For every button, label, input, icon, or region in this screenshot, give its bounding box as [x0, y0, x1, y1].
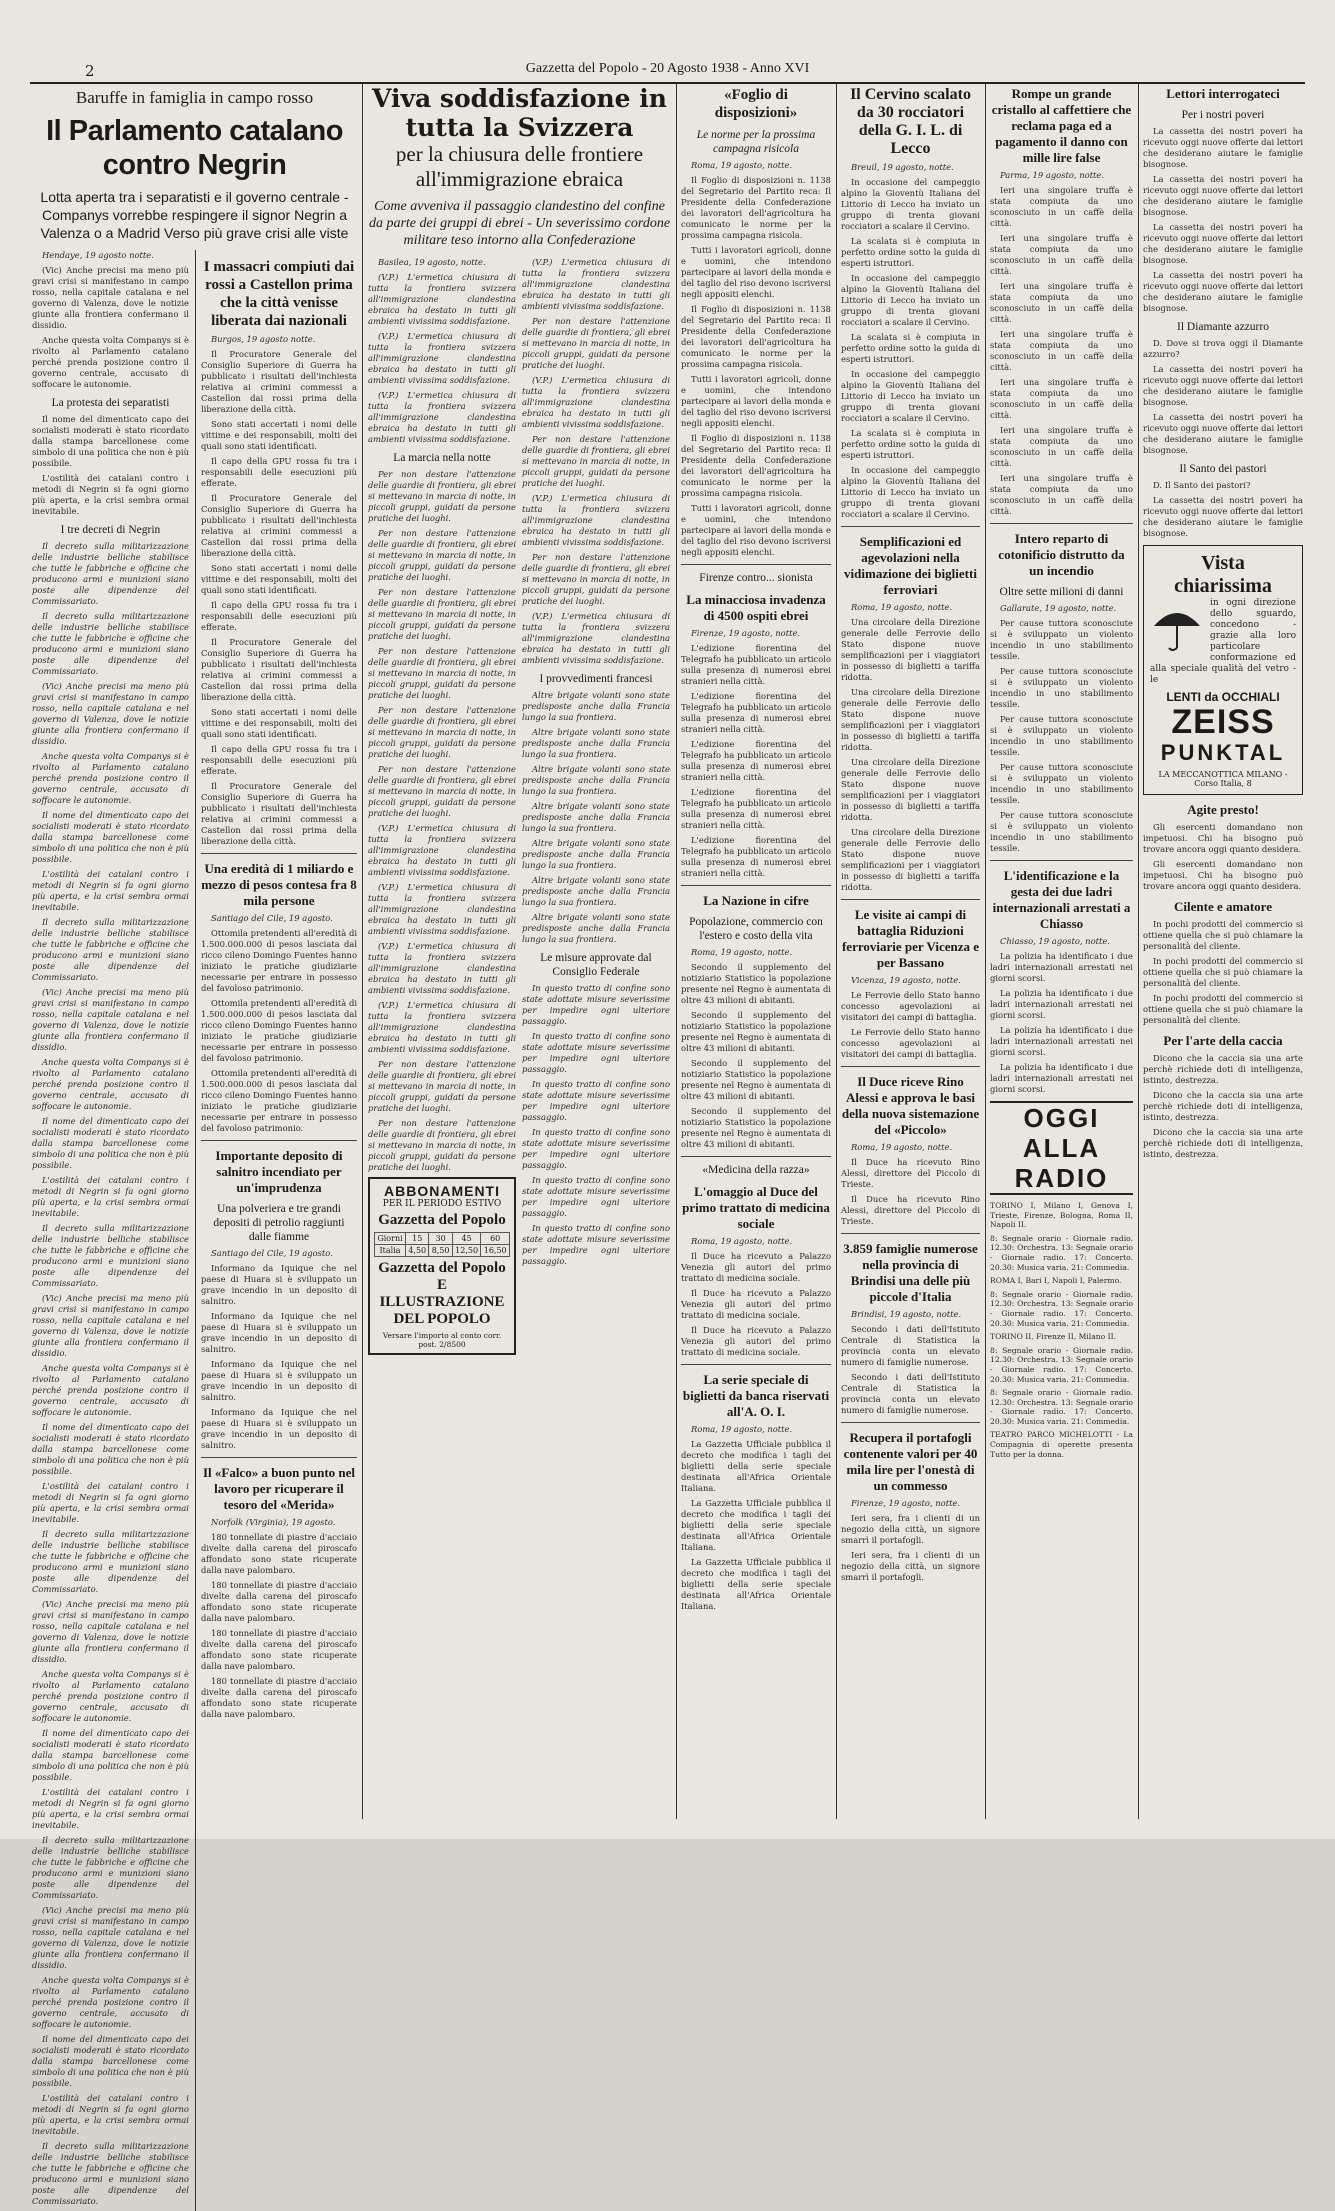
table-row: Giorni 15 30 45 60 [375, 1233, 510, 1245]
paragraph: La cassetta dei nostri poveri ha ricevuto oggi nuove offerte dai lettori che desiderano aiutare le famiglie bisognose. [1143, 412, 1303, 455]
page-number: 2 [85, 62, 95, 80]
subscription-ad [368, 1177, 516, 1355]
paragraph: Informano da Iquique che nel paese di Huara si è sviluppato un grave incendio in un deposito di salnitro. [200, 1263, 357, 1306]
paragraph: Per non destare l'attenzione delle guardie di frontiera, gli ebrei si mettevano in marcia di notte, in piccoli gruppi, guidati da persone pratiche dei luoghi. [522, 316, 670, 370]
paragraph: Il Duce ha ricevuto a Palazzo Venezia gli autori del primo trattato di medicina sociale. [681, 1288, 831, 1320]
radio-item: 8: Segnale orario - Giornale radio. 12.30: Orchestra. 13: Segnale orario - Giornale radio. 17: Concerto. 20.30: Musica varia. 21: Commedia. [990, 1233, 1133, 1272]
paragraph: Il Duce ha ricevuto a Palazzo Venezia gli autori del primo trattato di medicina sociale. [681, 1251, 831, 1283]
paragraph: Per non destare l'attenzione delle guardie di frontiera, gli ebrei si mettevano in marcia di notte, in piccoli gruppi, guidati da persone pratiche dei luoghi. [368, 705, 516, 759]
paragraph: (V.P.) L'ermetica chiusura di tutta la frontiera svizzera all'immigrazione clandestina ebraica ha destato in tutti gli ambienti vivissima soddisfazione. [522, 257, 670, 311]
paragraph: Una circolare della Direzione generale delle Ferrovie dello Stato dispone nuove semplificazioni per i viaggiatori in possesso di biglietti a tariffa ridotta. [841, 757, 980, 822]
paragraph: Il nome del dimenticato capo dei socialisti moderati è stato ricordato dalla stampa barcellonese come simbolo di una politica che non è più possibile. [32, 1422, 189, 1476]
dateline: Chiasso, 19 agosto, notte. [1000, 936, 1110, 946]
subhead: Una polveriera e tre grandi depositi di petrolio raggiunti dalle fiamme [213, 1203, 345, 1243]
subhead: Il Santo dei pastori [1179, 463, 1267, 475]
paragraph: Per non destare l'attenzione delle guardie di frontiera, gli ebrei si mettevano in marcia di notte, in piccoli gruppi, guidati da persone pratiche dei luoghi. [368, 1118, 516, 1172]
paragraph: Il Duce ha ricevuto Rino Alessi, direttore del Piccolo di Trieste. [841, 1194, 980, 1226]
paragraph: Le Ferrovie dello Stato hanno concesso agevolazioni ai visitatori dei campi di battaglia. [841, 990, 980, 1022]
paragraph: Anche questa volta Companys si è rivolto al Parlamento catalano perché prenda posizione contro il governo centrale, accusato di soffocare le autonomie. [32, 335, 189, 389]
paragraph: Secondo i dati dell'Istituto Centrale di Statistica la provincia conta un elevato numero di famiglie numerose. [841, 1324, 980, 1367]
paragraph: Informano da Iquique che nel paese di Huara si è sviluppato un grave incendio in un deposito di salnitro. [200, 1359, 357, 1402]
subhead: I tre decreti di Negrin [60, 524, 161, 536]
paragraph: Secondo il supplemento del notiziario Statistico la popolazione presente nel Regno è aumentata di oltre 43 milioni di abitanti. [681, 1010, 831, 1053]
article-svizzera [368, 84, 671, 1819]
paragraph: (V.P.) L'ermetica chiusura di tutta la frontiera svizzera all'immigrazione clandestina ebraica ha destato in tutti gli ambienti vivissima soddisfazione. [368, 272, 516, 326]
subhead: Le misure approvate dal Consiglio Federale [540, 952, 652, 978]
paragraph: D. Dove si trova oggi il Diamante azzurro? [1143, 338, 1303, 359]
paragraph: In questo tratto di confine sono state adottate misure severissime per impedire ogni ulteriore passaggio. [522, 1127, 670, 1170]
dateline: Roma, 19 agosto, notte. [851, 602, 953, 612]
paragraph: Informano da Iquique che nel paese di Huara si è sviluppato un grave incendio in un deposito di salnitro. [200, 1311, 357, 1354]
paragraph: (V.P.) L'ermetica chiusura di tutta la frontiera svizzera all'immigrazione clandestina ebraica ha destato in tutti gli ambienti vivissima soddisfazione. [368, 1000, 516, 1054]
subhead: La marcia nella notte [393, 452, 491, 464]
paragraph: In occasione del campeggio alpino la Gioventù Italiana del Littorio di Lecco ha inviato un gruppo di trenta giovani rocciatori a scalare il Cervino. [841, 273, 980, 327]
paragraph: (Vic) Anche precisi ma meno più gravi crisi si manifestano in campo rosso, nella capitale catalana e nel governo di Valenza, dove le notizie giunte alla frontiera confermano il dissidio. [32, 265, 189, 330]
paragraph: (V.P.) L'ermetica chiusura di tutta la frontiera svizzera all'immigrazione clandestina ebraica ha destato in tutti gli ambienti vivissima soddisfazione. [522, 611, 670, 665]
paragraph: Sono stati accertati i nomi delle vittime e dei responsabili, molti dei quali sono stati identificati. [200, 563, 357, 595]
paragraph: Il nome del dimenticato capo dei socialisti moderati è stato ricordato dalla stampa barcellonese come simbolo di una politica che non è più possibile. [32, 2034, 189, 2088]
column-rule [836, 84, 837, 1819]
paragraph: Il decreto sulla militarizzazione delle industrie belliche stabilisce che tutte le fabbriche e officine che producono armi e munizioni siano poste alle dipendenze del Commissariato. [32, 1223, 189, 1288]
paragraph: La scalata si è compiuta in perfetto ordine sotto la guida di esperti istruttori. [841, 428, 980, 460]
paragraph: L'edizione fiorentina del Telegrafo ha pubblicato un articolo sulla presenza di numerosi ebrei stranieri nella città. [681, 835, 831, 878]
paragraph: Dicono che la caccia sia una arte perchè richiede doti di intelligenza, istinto, destrezza. [1143, 1053, 1303, 1085]
paragraph: Tutti i lavoratori agricoli, donne e uomini, che intendono partecipare ai lavori della monda e del taglio del riso devono iscriversi negli appositi elenchi. [681, 374, 831, 428]
paragraph: Altre brigate volanti sono state predisposte anche dalla Francia lungo la sua frontiera. [522, 690, 670, 722]
paragraph: La Gazzetta Ufficiale pubblica il decreto che modifica i tagli dei biglietti della serie speciale destinata all'Africa Orientale Italiana. [681, 1439, 831, 1493]
paragraph: In questo tratto di confine sono state adottate misure severissime per impedire ogni ulteriore passaggio. [522, 1079, 670, 1122]
paragraph: La polizia ha identificato i due ladri internazionali arrestati nei giorni scorsi. [990, 1062, 1133, 1094]
paragraph: Ottomila pretendenti all'eredità di 1.500.000.000 di pesos lasciata dal ricco cileno Domingo Fuentes hanno iniziato le pratiche giudiziarie necessarie per entrare in possesso del favoloso patrimonio. [200, 998, 357, 1063]
paragraph: Ieri una singolare truffa è stata compiuta da uno sconosciuto in un caffè della città. [990, 281, 1133, 324]
subhead: Oltre sette milioni di danni [999, 586, 1124, 598]
paragraph: Per cause tuttora sconosciute si è sviluppato un violento incendio in uno stabilimento tessile. [990, 618, 1133, 661]
paragraph: (V.P.) L'ermetica chiusura di tutta la frontiera svizzera all'immigrazione clandestina ebraica ha destato in tutti gli ambienti vivissima soddisfazione. [522, 375, 670, 429]
paragraph: Il capo della GPU rossa fu tra i responsabili delle esecuzioni più efferate. [200, 744, 357, 776]
headline: 3.859 famiglie numerose nella provincia di Brindisi una delle più piccole d'Italia [843, 1241, 978, 1304]
radio-item: TORINO I, Milano I, Genova I, Trieste, Firenze, Bologna, Roma II, Napoli II. [990, 1201, 1133, 1230]
paragraph: In pochi prodotti del commercio si ottiene quella che si può chiamare la personalità del cliente. [1143, 993, 1303, 1025]
rates-table [374, 1232, 510, 1257]
paragraph: Altre brigate volanti sono state predisposte anche dalla Francia lungo la sua frontiera. [522, 912, 670, 944]
paragraph: (Vic) Anche precisi ma meno più gravi crisi si manifestano in campo rosso, nella capitale catalana e nel governo di Valenza, dove le notizie giunte alla frontiera confermano il dissidio. [32, 681, 189, 746]
paragraph: Secondo i dati dell'Istituto Centrale di Statistica la provincia conta un elevato numero di famiglie numerose. [841, 1372, 980, 1415]
column-cristallo [990, 84, 1133, 1819]
paragraph: In questo tratto di confine sono state adottate misure severissime per impedire ogni ulteriore passaggio. [522, 1223, 670, 1266]
dateline: Roma, 19 agosto, notte. [691, 1236, 793, 1246]
ad-title: ABBONAMENTI [384, 1183, 500, 1199]
paragraph: Per cause tuttora sconosciute si è sviluppato un violento incendio in uno stabilimento tessile. [990, 810, 1133, 853]
paragraph: Secondo il supplemento del notiziario Statistico la popolazione presente nel Regno è aumentata di oltre 43 milioni di abitanti. [681, 962, 831, 1005]
paragraph: Una circolare della Direzione generale delle Ferrovie dello Stato dispone nuove semplificazioni per i viaggiatori in possesso di biglietti a tariffa ridotta. [841, 617, 980, 682]
dateline: Firenze, 19 agosto, notte. [851, 1498, 961, 1508]
paragraph: Secondo il supplemento del notiziario Statistico la popolazione presente nel Regno è aumentata di oltre 43 milioni di abitanti. [681, 1106, 831, 1149]
paragraph: Una circolare della Direzione generale delle Ferrovie dello Stato dispone nuove semplificazioni per i viaggiatori in possesso di biglietti a tariffa ridotta. [841, 827, 980, 892]
paragraph: In occasione del campeggio alpino la Gioventù Italiana del Littorio di Lecco ha inviato un gruppo di trenta giovani rocciatori a scalare il Cervino. [841, 177, 980, 231]
paragraph: Il Duce ha ricevuto Rino Alessi, direttore del Piccolo di Trieste. [841, 1157, 980, 1189]
headline: Il «Falco» a buon punto nel lavoro per ricuperare il tesoro del «Merida» [202, 1465, 356, 1512]
column-cervino [841, 84, 980, 1819]
paragraph: Il capo della GPU rossa fu tra i responsabili delle esecuzioni più efferate. [200, 600, 357, 632]
masthead [30, 58, 1305, 84]
dateline: Roma, 19 agosto, notte. [691, 947, 793, 957]
paragraph: In pochi prodotti del commercio si ottiene quella che si può chiamare la personalità del cliente. [1143, 956, 1303, 988]
paragraph: Il Foglio di disposizioni n. 1138 del Segretario del Partito reca: Il Presidente della Confederazione dei lavoratori dell'agricoltura ha comunicato le norme per la prossima campagna risicola. [681, 175, 831, 240]
paragraph: Per non destare l'attenzione delle guardie di frontiera, gli ebrei si mettevano in marcia di notte, in piccoli gruppi, guidati da persone pratiche dei luoghi. [522, 552, 670, 606]
kicker: «Medicina della razza» [702, 1164, 810, 1176]
paragraph: Il decreto sulla militarizzazione delle industrie belliche stabilisce che tutte le fabbriche e officine che producono armi e munizioni siano poste alle dipendenze del Commissariato. [32, 1529, 189, 1594]
paragraph: In occasione del campeggio alpino la Gioventù Italiana del Littorio di Lecco ha inviato un gruppo di trenta giovani rocciatori a scalare il Cervino. [841, 465, 980, 519]
paragraph: 180 tonnellate di piastre d'acciaio divelte dalla carena del piroscafo affondato sono state ricuperate dalla nave palombaro. [200, 1532, 357, 1575]
paragraph: (Vic) Anche precisi ma meno più gravi crisi si manifestano in campo rosso, nella capitale catalana e nel governo di Valenza, dove le notizie giunte alla frontiera confermano il dissidio. [32, 1905, 189, 1970]
paragraph: L'edizione fiorentina del Telegrafo ha pubblicato un articolo sulla presenza di numerosi ebrei stranieri nella città. [681, 787, 831, 830]
paragraph: Anche questa volta Companys si è rivolto al Parlamento catalano perché prenda posizione contro il governo centrale, accusato di soffocare le autonomie. [32, 751, 189, 805]
paragraph: Ieri una singolare truffa è stata compiuta da uno sconosciuto in un caffè della città. [990, 377, 1133, 420]
paragraph: Secondo il supplemento del notiziario Statistico la popolazione presente nel Regno è aumentata di oltre 43 milioni di abitanti. [681, 1058, 831, 1101]
paragraph: La polizia ha identificato i due ladri internazionali arrestati nei giorni scorsi. [990, 1025, 1133, 1057]
paragraph: Ottomila pretendenti all'eredità di 1.500.000.000 di pesos lasciata dal ricco cileno Domingo Fuentes hanno iniziato le pratiche giudiziarie necessarie per entrare in possesso del favoloso patrimonio. [200, 1068, 357, 1133]
paragraph: Informano da Iquique che nel paese di Huara si è sviluppato un grave incendio in un deposito di salnitro. [200, 1407, 357, 1450]
paragraph: L'ostilità dei catalani contro i metodi di Negrin si fa ogni giorno più aperta, e la crisi sembra ormai inevitabile. [32, 1787, 189, 1830]
paragraph: Altre brigate volanti sono state predisposte anche dalla Francia lungo la sua frontiera. [522, 838, 670, 870]
paragraph: Dicono che la caccia sia una arte perchè richiede doti di intelligenza, istinto, destrezza. [1143, 1127, 1303, 1159]
headline: Semplificazioni ed agevolazioni nella vidimazione dei biglietti ferroviari [844, 534, 977, 597]
paragraph: (Vic) Anche precisi ma meno più gravi crisi si manifestano in campo rosso, nella capitale catalana e nel governo di Valenza, dove le notizie giunte alla frontiera confermano il dissidio. [32, 987, 189, 1052]
paragraph: La Gazzetta Ufficiale pubblica il decreto che modifica i tagli dei biglietti della serie speciale destinata all'Africa Orientale Italiana. [681, 1498, 831, 1552]
radio-item: 8: Segnale orario - Giornale radio. 12.30: Orchestra. 13: Segnale orario - Giornale radio. 17: Concerto. 20.30: Musica varia. 21: Commedia. [990, 1289, 1133, 1328]
paragraph: In questo tratto di confine sono state adottate misure severissime per impedire ogni ulteriore passaggio. [522, 1031, 670, 1074]
paragraph: L'ostilità dei catalani contro i metodi di Negrin si fa ogni giorno più aperta, e la crisi sembra ormai inevitabile. [32, 2093, 189, 2136]
dateline: Vicenza, 19 agosto, notte. [851, 975, 961, 985]
paragraph: L'ostilità dei catalani contro i metodi di Negrin si fa ogni giorno più aperta, e la crisi sembra ormai inevitabile. [32, 869, 189, 912]
column-rule [1138, 84, 1139, 1819]
paragraph: Per cause tuttora sconosciute si è sviluppato un violento incendio in uno stabilimento tessile. [990, 666, 1133, 709]
paragraph: Altre brigate volanti sono state predisposte anche dalla Francia lungo la sua frontiera. [522, 801, 670, 833]
ad-paper: Gazzetta del Popolo [378, 1212, 506, 1228]
paragraph: In pochi prodotti del commercio si ottiene quella che si può chiamare la personalità del cliente. [1143, 919, 1303, 951]
paragraph: Sono stati accertati i nomi delle vittime e dei responsabili, molti dei quali sono stati identificati. [200, 707, 357, 739]
headline: Il Duce riceve Rino Alessi e approva le basi della nuova sistemazione del «Piccolo» [841, 1074, 980, 1137]
paragraph: Il nome del dimenticato capo dei socialisti moderati è stato ricordato dalla stampa barcellonese come simbolo di una politica che non è più possibile. [32, 1728, 189, 1782]
paragraph: La scalata si è compiuta in perfetto ordine sotto la guida di esperti istruttori. [841, 332, 980, 364]
headline: La minacciosa invadenza di 4500 ospiti ebrei [686, 592, 826, 623]
paragraph: L'ostilità dei catalani contro i metodi di Negrin si fa ogni giorno più aperta, e la crisi sembra ormai inevitabile. [32, 1175, 189, 1218]
deck: per la chiusura delle frontiere all'immigrazione ebraica [395, 142, 644, 191]
paragraph: Tutti i lavoratori agricoli, donne e uomini, che intendono partecipare ai lavori della monda e del taglio del riso devono iscriversi negli appositi elenchi. [681, 503, 831, 557]
headline: Rompe un grande cristallo al caffettiere che reclama paga ed a pagamento il danno con mille lire false [991, 86, 1132, 165]
paragraph: L'ostilità dei catalani contro i metodi di Negrin si fa ogni giorno più aperta, e la crisi sembra ormai inevitabile. [32, 473, 189, 516]
ad-subtitle: PER IL PERIODO ESTIVO [382, 1199, 502, 1209]
paragraph: Il Procuratore Generale del Consiglio Superiore di Guerra ha pubblicato i risultati dell'inchiesta relativa ai crimini commessi a Castellon dai rossi prima della liberazione della città. [200, 349, 357, 414]
paragraph: L'edizione fiorentina del Telegrafo ha pubblicato un articolo sulla presenza di numerosi ebrei stranieri nella città. [681, 691, 831, 734]
subhead: I provvedimenti francesi [539, 673, 653, 685]
paragraph: Il nome del dimenticato capo dei socialisti moderati è stato ricordato dalla stampa barcellonese come simbolo di una politica che non è più possibile. [32, 810, 189, 864]
headline: Importante deposito di salnitro incendiato per un'imprudenza [215, 1148, 343, 1195]
ad-copy: in ogni direzione dello sguardo, concedono - grazie alla loro particolare conformazione ed alla speciale qualità del vetro - le [1150, 598, 1296, 685]
zeiss-logo: ZEISS [1171, 703, 1275, 741]
paragraph: La scalata si è compiuta in perfetto ordine sotto la guida di esperti istruttori. [841, 236, 980, 268]
table-row: Italia 4,50 8,50 12,50 16,50 [375, 1245, 510, 1257]
paragraph: La cassetta dei nostri poveri ha ricevuto oggi nuove offerte dai lettori che desiderano aiutare le famiglie bisognose. [1143, 174, 1303, 217]
paragraph: La polizia ha identificato i due ladri internazionali arrestati nei giorni scorsi. [990, 951, 1133, 983]
paragraph: Tutti i lavoratori agricoli, donne e uomini, che intendono partecipare ai lavori della monda e del taglio del riso devono iscriversi negli appositi elenchi. [681, 245, 831, 299]
paragraph: Ieri una singolare truffa è stata compiuta da uno sconosciuto in un caffè della città. [990, 473, 1133, 516]
paragraph: L'edizione fiorentina del Telegrafo ha pubblicato un articolo sulla presenza di numerosi ebrei stranieri nella città. [681, 739, 831, 782]
paragraph: Dicono che la caccia sia una arte perchè richiede doti di intelligenza, istinto, destrezza. [1143, 1090, 1303, 1122]
headline: Le visite ai campi di battaglia Riduzioni ferroviarie per Vicenza e per Bassano [841, 907, 980, 970]
headline: L'omaggio al Duce del primo trattato di medicina sociale [682, 1184, 830, 1231]
paragraph: La polizia ha identificato i due ladri internazionali arrestati nei giorni scorsi. [990, 988, 1133, 1020]
dateline: Burgos, 19 agosto notte. [210, 334, 316, 344]
subhead: La protesta dei separatisti [51, 397, 170, 409]
radio-item: 8: Segnale orario - Giornale radio. 12.30: Orchestra. 13: Segnale orario - Giornale radio. 17: Concerto. 20.30: Musica varia. 21: Commedia. [990, 1345, 1133, 1384]
kicker: Baruffe in famiglia in campo rosso [75, 88, 314, 107]
column-rule [985, 84, 986, 1819]
headline: Una eredità di 1 miliardo e mezzo di pesos contesa fra 8 mila persone [201, 861, 357, 908]
headline: Viva soddisfazione in tutta la Svizzera [372, 84, 667, 142]
paragraph: L'ostilità dei catalani contro i metodi di Negrin si fa ogni giorno più aperta, e la crisi sembra ormai inevitabile. [32, 1481, 189, 1524]
subhead: Il Diamante azzurro [1177, 321, 1269, 333]
deck: Lotta aperta tra i separatisti e il governo centrale - Companys vorrebbe respingere il signor Negrin a Valenza o a Madrid Verso più grave crisi alle viste [40, 189, 349, 241]
headline: Per l'arte della caccia [1163, 1033, 1283, 1048]
ad-seller: LA MECCANOTTICA MILANO - Corso Italia, 8 [1158, 770, 1288, 788]
paragraph: Il capo della GPU rossa fu tra i responsabili delle esecuzioni più efferate. [200, 456, 357, 488]
column-foglio-disposizioni [681, 84, 831, 1819]
paragraph: Ieri una singolare truffa è stata compiuta da uno sconosciuto in un caffè della città. [990, 233, 1133, 276]
column-rule [676, 84, 677, 1819]
headline: «Foglio di disposizioni» [714, 87, 798, 121]
paragraph: Anche questa volta Companys si è rivolto al Parlamento catalano perché prenda posizione contro il governo centrale, accusato di soffocare le autonomie. [32, 1669, 189, 1723]
paragraph: 180 tonnellate di piastre d'acciaio divelte dalla carena del piroscafo affondato sono state ricuperate dalla nave palombaro. [200, 1580, 357, 1623]
paragraph: La cassetta dei nostri poveri ha ricevuto oggi nuove offerte dai lettori che desiderano aiutare le famiglie bisognose. [1143, 364, 1303, 407]
dateline: Basilea, 19 agosto, notte. [378, 257, 486, 267]
paragraph: Il Procuratore Generale del Consiglio Superiore di Guerra ha pubblicato i risultati dell'inchiesta relativa ai crimini commessi a Castellon dai rossi prima della liberazione della città. [200, 493, 357, 558]
article-parlamento-catalano [32, 84, 357, 2206]
paragraph: Il decreto sulla militarizzazione delle industrie belliche stabilisce che tutte le fabbriche e officine che producono armi e munizioni siano poste alle dipendenze del Commissariato. [32, 1835, 189, 1900]
paragraph: Anche questa volta Companys si è rivolto al Parlamento catalano perché prenda posizione contro il governo centrale, accusato di soffocare le autonomie. [32, 1057, 189, 1111]
radio-item: TORINO II, Firenze II, Milano II. [990, 1332, 1117, 1342]
headline: Recupera il portafogli contenente valori per 40 mila lire per l'onestà di un commesso [843, 1430, 978, 1493]
headline: La Nazione in cifre [703, 893, 809, 908]
paragraph: Ieri una singolare truffa è stata compiuta da uno sconosciuto in un caffè della città. [990, 185, 1133, 228]
paragraph: Le Ferrovie dello Stato hanno concesso agevolazioni ai visitatori dei campi di battaglia. [841, 1027, 980, 1059]
umbrella-icon [1150, 600, 1204, 654]
paragraph: Altre brigate volanti sono state predisposte anche dalla Francia lungo la sua frontiera. [522, 764, 670, 796]
headline: Intero reparto di cotonificio distrutto da un incendio [998, 531, 1125, 578]
paragraph: Una circolare della Direzione generale delle Ferrovie dello Stato dispone nuove semplificazioni per i viaggiatori in possesso di biglietti a tariffa ridotta. [841, 687, 980, 752]
paragraph: Per non destare l'attenzione delle guardie di frontiera, gli ebrei si mettevano in marcia di notte, in piccoli gruppi, guidati da persone pratiche dei luoghi. [522, 434, 670, 488]
ad-headline: Vista chiarissima [1174, 552, 1272, 597]
headline: La serie speciale di biglietti da banca riservati all'A. O. I. [682, 1372, 830, 1419]
paragraph: Per non destare l'attenzione delle guardie di frontiera, gli ebrei si mettevano in marcia di notte, in piccoli gruppi, guidati da persone pratiche dei luoghi. [368, 469, 516, 523]
dateline: Norfolk (Virginia), 19 agosto. [210, 1517, 336, 1527]
paragraph: Il Foglio di disposizioni n. 1138 del Segretario del Partito reca: Il Presidente della Confederazione dei lavoratori dell'agricoltura ha comunicato le norme per la prossima campagna risicola. [681, 304, 831, 369]
column-lettori [1143, 84, 1303, 1819]
subhead: Le norme per la prossima campagna risicola [696, 129, 816, 155]
paragraph: Anche questa volta Companys si è rivolto al Parlamento catalano perché prenda posizione contro il governo centrale, accusato di soffocare le autonomie. [32, 1975, 189, 2029]
paragraph: (Vic) Anche precisi ma meno più gravi crisi si manifestano in campo rosso, nella capitale catalana e nel governo di Valenza, dove le notizie giunte alla frontiera confermano il dissidio. [32, 1599, 189, 1664]
headline: I massacri compiuti dai rossi a Castellon prima che la città venisse liberata dai nazionali [203, 259, 355, 329]
radio-item: 8: Segnale orario - Giornale radio. 12.30: Orchestra. 13: Segnale orario - Giornale radio. 17: Concerto. 20.30: Musica varia. 21: Commedia. [990, 1388, 1133, 1426]
paragraph: 180 tonnellate di piastre d'acciaio divelte dalla carena del piroscafo affondato sono state ricuperate dalla nave palombaro. [200, 1628, 357, 1671]
paragraph: Il Foglio di disposizioni n. 1138 del Segretario del Partito reca: Il Presidente della Confederazione dei lavoratori dell'agricoltura ha comunicato le norme per la prossima campagna risicola. [681, 433, 831, 498]
kicker: Firenze contro... sionista [699, 572, 813, 584]
radio-listings [990, 1201, 1133, 1459]
dateline: Roma, 19 agosto, notte. [851, 1142, 953, 1152]
dateline: Santiago del Cile, 19 agosto. [210, 913, 333, 923]
paragraph: Per cause tuttora sconosciute si è sviluppato un violento incendio in uno stabilimento tessile. [990, 714, 1133, 757]
dateline: Roma, 19 agosto, notte. [691, 160, 793, 170]
radio-item: TEATRO PARCO MICHELOTTI - La Compagnia di operette presenta Tutto per la donna. [990, 1430, 1133, 1459]
paragraph: Per non destare l'attenzione delle guardie di frontiera, gli ebrei si mettevano in marcia di notte, in piccoli gruppi, guidati da persone pratiche dei luoghi. [368, 1059, 516, 1113]
dateline: Breuil, 19 agosto, notte. [851, 162, 954, 172]
paragraph: Ieri una singolare truffa è stata compiuta da uno sconosciuto in un caffè della città. [990, 329, 1133, 372]
paragraph: Il Procuratore Generale del Consiglio Superiore di Guerra ha pubblicato i risultati dell'inchiesta relativa ai crimini commessi a Castellon dai rossi prima della liberazione della città. [200, 637, 357, 702]
paragraph: Il nome del dimenticato capo dei socialisti moderati è stato ricordato dalla stampa barcellonese come simbolo di una politica che non è più possibile. [32, 1116, 189, 1170]
dateline: Roma, 19 agosto, notte. [691, 1424, 793, 1434]
paragraph: Altre brigate volanti sono state predisposte anche dalla Francia lungo la sua frontiera. [522, 875, 670, 907]
paragraph: Il decreto sulla militarizzazione delle industrie belliche stabilisce che tutte le fabbriche e officine che producono armi e munizioni siano poste alle dipendenze del Commissariato. [32, 541, 189, 606]
article-massacri-castellon [195, 250, 357, 2211]
headline: Lettori interrogateci [1166, 86, 1280, 101]
paragraph: Il decreto sulla militarizzazione delle industrie belliche stabilisce che tutte le fabbriche e officine che producono armi e munizioni siano poste alle dipendenze del Commissariato. [32, 2141, 189, 2206]
paragraph: La cassetta dei nostri poveri ha ricevuto oggi nuove offerte dai lettori che desiderano aiutare le famiglie bisognose. [1143, 222, 1303, 265]
paragraph: Ieri sera, fra i clienti di un negozio della città, un signore smarrì il portafogli. [841, 1550, 980, 1582]
ad-brand-top: LENTI da OCCHIALI [1166, 690, 1280, 704]
paragraph: La Gazzetta Ufficiale pubblica il decreto che modifica i tagli dei biglietti della serie speciale destinata all'Africa Orientale Italiana. [681, 1557, 831, 1611]
paragraph: Ieri sera, fra i clienti di un negozio della città, un signore smarrì il portafogli. [841, 1513, 980, 1545]
radio-banner: OGGI ALLA RADIO [990, 1101, 1133, 1195]
subhead: Per i nostri poveri [1181, 109, 1265, 121]
paragraph: (V.P.) L'ermetica chiusura di tutta la frontiera svizzera all'immigrazione clandestina ebraica ha destato in tutti gli ambienti vivissima soddisfazione. [368, 390, 516, 444]
paragraph: Il Procuratore Generale del Consiglio Superiore di Guerra ha pubblicato i risultati dell'inchiesta relativa ai crimini commessi a Castellon dai rossi prima della liberazione della città. [200, 781, 357, 846]
paragraph: La cassetta dei nostri poveri ha ricevuto oggi nuove offerte dai lettori che desiderano aiutare le famiglie bisognose. [1143, 495, 1303, 538]
paragraph: Il Duce ha ricevuto a Palazzo Venezia gli autori del primo trattato di medicina sociale. [681, 1325, 831, 1357]
paragraph: Per non destare l'attenzione delle guardie di frontiera, gli ebrei si mettevano in marcia di notte, in piccoli gruppi, guidati da persone pratiche dei luoghi. [368, 587, 516, 641]
dateline: Hendaye, 19 agosto notte. [42, 250, 154, 260]
paragraph: La cassetta dei nostri poveri ha ricevuto oggi nuove offerte dai lettori che desiderano aiutare le famiglie bisognose. [1143, 126, 1303, 169]
deck-secondary: Come avveniva il passaggio clandestino del confine da parte dei gruppi di ebrei - Un severissimo cordone militare teso intorno alla Confederazione [368, 199, 671, 248]
zeiss-advertisement [1143, 545, 1303, 795]
ad-paper-2: Gazzetta del Popolo E ILLUSTRAZIONE DEL POPOLO [378, 1260, 506, 1327]
paragraph: Altre brigate volanti sono state predisposte anche dalla Francia lungo la sua frontiera. [522, 727, 670, 759]
dateline: Parma, 19 agosto, notte. [1000, 170, 1105, 180]
paragraph: Il nome del dimenticato capo dei socialisti moderati è stato ricordato dalla stampa barcellonese come simbolo di una politica che non è più possibile. [32, 414, 189, 468]
radio-item: ROMA I, Bari I, Napoli I, Palermo. [990, 1276, 1122, 1286]
subhead: Popolazione, commercio con l'estero e costo della vita [689, 916, 823, 942]
paragraph: (V.P.) L'ermetica chiusura di tutta la frontiera svizzera all'immigrazione clandestina ebraica ha destato in tutti gli ambienti vivissima soddisfazione. [368, 331, 516, 385]
paragraph: Per cause tuttora sconosciute si è sviluppato un violento incendio in uno stabilimento tessile. [990, 762, 1133, 805]
dateline: Firenze, 19 agosto, notte. [691, 628, 801, 638]
headline: L'identificazione e la gesta dei due ladri internazionali arrestati a Chiasso [992, 868, 1131, 931]
paragraph: In questo tratto di confine sono state adottate misure severissime per impedire ogni ulteriore passaggio. [522, 1175, 670, 1218]
headline: Cilente e amatore [1174, 899, 1272, 914]
paragraph: Anche questa volta Companys si è rivolto al Parlamento catalano perché prenda posizione contro il governo centrale, accusato di soffocare le autonomie. [32, 1363, 189, 1417]
paragraph: La cassetta dei nostri poveri ha ricevuto oggi nuove offerte dai lettori che desiderano aiutare le famiglie bisognose. [1143, 270, 1303, 313]
dateline: Brindisi, 19 agosto, notte. [851, 1309, 962, 1319]
headline: Il Parlamento catalano contro Negrin [46, 115, 343, 181]
dateline: Santiago del Cile, 19 agosto. [210, 1248, 333, 1258]
paragraph: (V.P.) L'ermetica chiusura di tutta la frontiera svizzera all'immigrazione clandestina ebraica ha destato in tutti gli ambienti vivissima soddisfazione. [368, 941, 516, 995]
paragraph: In occasione del campeggio alpino la Gioventù Italiana del Littorio di Lecco ha inviato un gruppo di trenta giovani rocciatori a scalare il Cervino. [841, 369, 980, 423]
paragraph: Ieri una singolare truffa è stata compiuta da uno sconosciuto in un caffè della città. [990, 425, 1133, 468]
paragraph: Per non destare l'attenzione delle guardie di frontiera, gli ebrei si mettevano in marcia di notte, in piccoli gruppi, guidati da persone pratiche dei luoghi. [368, 646, 516, 700]
punktal-logo: PUNKTAL [1160, 740, 1286, 765]
paragraph: Per non destare l'attenzione delle guardie di frontiera, gli ebrei si mettevano in marcia di notte, in piccoli gruppi, guidati da persone pratiche dei luoghi. [368, 764, 516, 818]
column-rule [362, 84, 363, 1819]
paragraph: Per non destare l'attenzione delle guardie di frontiera, gli ebrei si mettevano in marcia di notte, in piccoli gruppi, guidati da persone pratiche dei luoghi. [368, 528, 516, 582]
paragraph: Gli esercenti domandano non impetuosi. Chi ha bisogno può trovare ancora oggi quanto desidera. [1143, 822, 1303, 854]
headline: Agite presto! [1187, 802, 1259, 817]
paragraph: (V.P.) L'ermetica chiusura di tutta la frontiera svizzera all'immigrazione clandestina ebraica ha destato in tutti gli ambienti vivissima soddisfazione. [368, 823, 516, 877]
headline: Il Cervino scalato da 30 rocciatori della G. I. L. di Lecco [850, 86, 971, 157]
paragraph: D. Il Santo dei pastori? [1153, 480, 1251, 490]
paragraph: In questo tratto di confine sono state adottate misure severissime per impedire ogni ulteriore passaggio. [522, 983, 670, 1026]
paragraph: Il decreto sulla militarizzazione delle industrie belliche stabilisce che tutte le fabbriche e officine che producono armi e munizioni siano poste alle dipendenze del Commissariato. [32, 917, 189, 982]
paragraph: 180 tonnellate di piastre d'acciaio divelte dalla carena del piroscafo affondato sono state ricuperate dalla nave palombaro. [200, 1676, 357, 1719]
paragraph: Gli esercenti domandano non impetuosi. Chi ha bisogno può trovare ancora oggi quanto desidera. [1143, 859, 1303, 891]
paragraph: (V.P.) L'ermetica chiusura di tutta la frontiera svizzera all'immigrazione clandestina ebraica ha destato in tutti gli ambienti vivissima soddisfazione. [368, 882, 516, 936]
paragraph: (V.P.) L'ermetica chiusura di tutta la frontiera svizzera all'immigrazione clandestina ebraica ha destato in tutti gli ambienti vivissima soddisfazione. [522, 493, 670, 547]
paragraph: Ottomila pretendenti all'eredità di 1.500.000.000 di pesos lasciata dal ricco cileno Domingo Fuentes hanno iniziato le pratiche giudiziarie necessarie per entrare in possesso del favoloso patrimonio. [200, 928, 357, 993]
paragraph: Il decreto sulla militarizzazione delle industrie belliche stabilisce che tutte le fabbriche e officine che producono armi e munizioni siano poste alle dipendenze del Commissariato. [32, 611, 189, 676]
dateline: Gallarate, 19 agosto, notte. [1000, 603, 1117, 613]
paragraph: (Vic) Anche precisi ma meno più gravi crisi si manifestano in campo rosso, nella capitale catalana e nel governo di Valenza, dove le notizie giunte alla frontiera confermano il dissidio. [32, 1293, 189, 1358]
paragraph: L'edizione fiorentina del Telegrafo ha pubblicato un articolo sulla presenza di numerosi ebrei stranieri nella città. [681, 643, 831, 686]
ad-note: Versare l'importo al conto corr. post. 2/8500 [382, 1331, 502, 1349]
paragraph: Sono stati accertati i nomi delle vittime e dei responsabili, molti dei quali sono stati identificati. [200, 419, 357, 451]
running-head: Gazzetta del Popolo - 20 Agosto 1938 - Anno XVI [525, 61, 810, 76]
